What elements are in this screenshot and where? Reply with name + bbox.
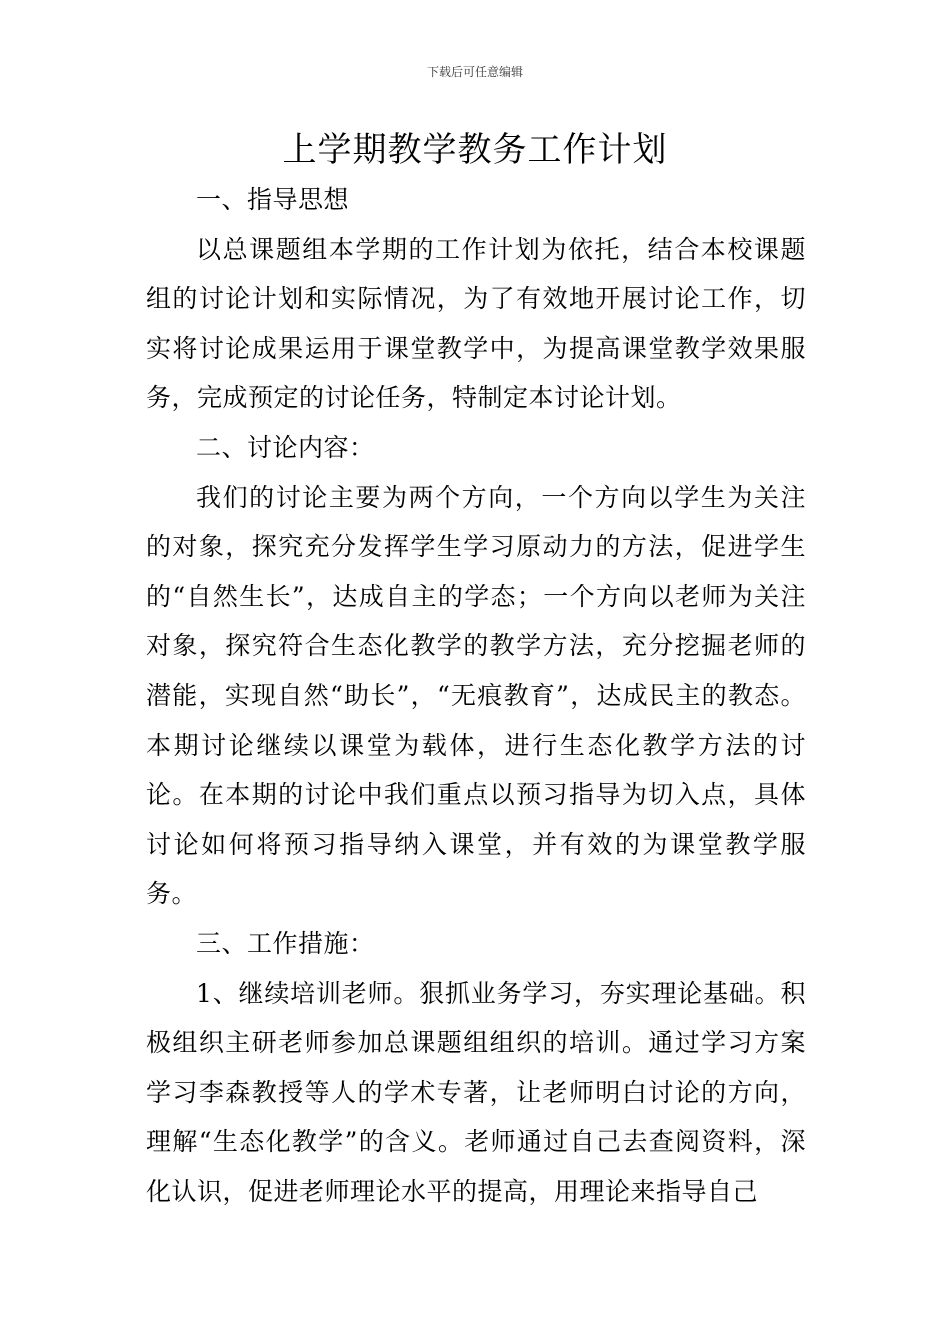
section-heading-work-measures: 三、工作措施： (196, 928, 375, 958)
paragraph-guiding-thought: 以总课题组本学期的工作计划为依托，结合本校课题组的讨论计划和实际情况，为了有效地开展讨论工作，切实将讨论成果运用于课堂教学中，为提高课堂教学效果服务，完成预定的讨论任务，特制定本讨论计划。 (146, 234, 806, 413)
paragraph-work-measures: 1、继续培训老师。狠抓业务学习，夯实理论基础。积极组织主研老师参加总课题组组织的培训。通过学习方案学习李森教授等人的学术专著，让老师明白讨论的方向，理解“生态化教学”的含义。老师通过自己去查阅资料，深化认识，促进老师理论水平的提高，用理论来指导自己 (146, 978, 806, 1206)
section-heading-guiding-thought: 一、指导思想 (196, 185, 350, 214)
header-note: 下载后可任意编辑 (426, 65, 523, 79)
document-body (146, 175, 806, 1216)
paragraph-discussion-content: 我们的讨论主要为两个方向，一个方向以学生为关注的对象，探究充分发挥学生学习原动力的方法，促进学生的“自然生长”，达成自主的学态；一个方向以老师为关注对象，探究符合生态化教学的教学方法，充分挖掘老师的潜能，实现自然“助长”，“无痕教育”，达成民主的教态。本期讨论继续以课堂为载体，进行生态化教学方法的讨论。在本期的讨论中我们重点以预习指导为切入点，具体讨论如何将预习指导纳入课堂，并有效的为课堂教学服务。 (146, 482, 806, 909)
document-title: 上学期教学教务工作计划 (282, 130, 668, 170)
section-heading-discussion-content: 二、讨论内容： (196, 432, 375, 462)
